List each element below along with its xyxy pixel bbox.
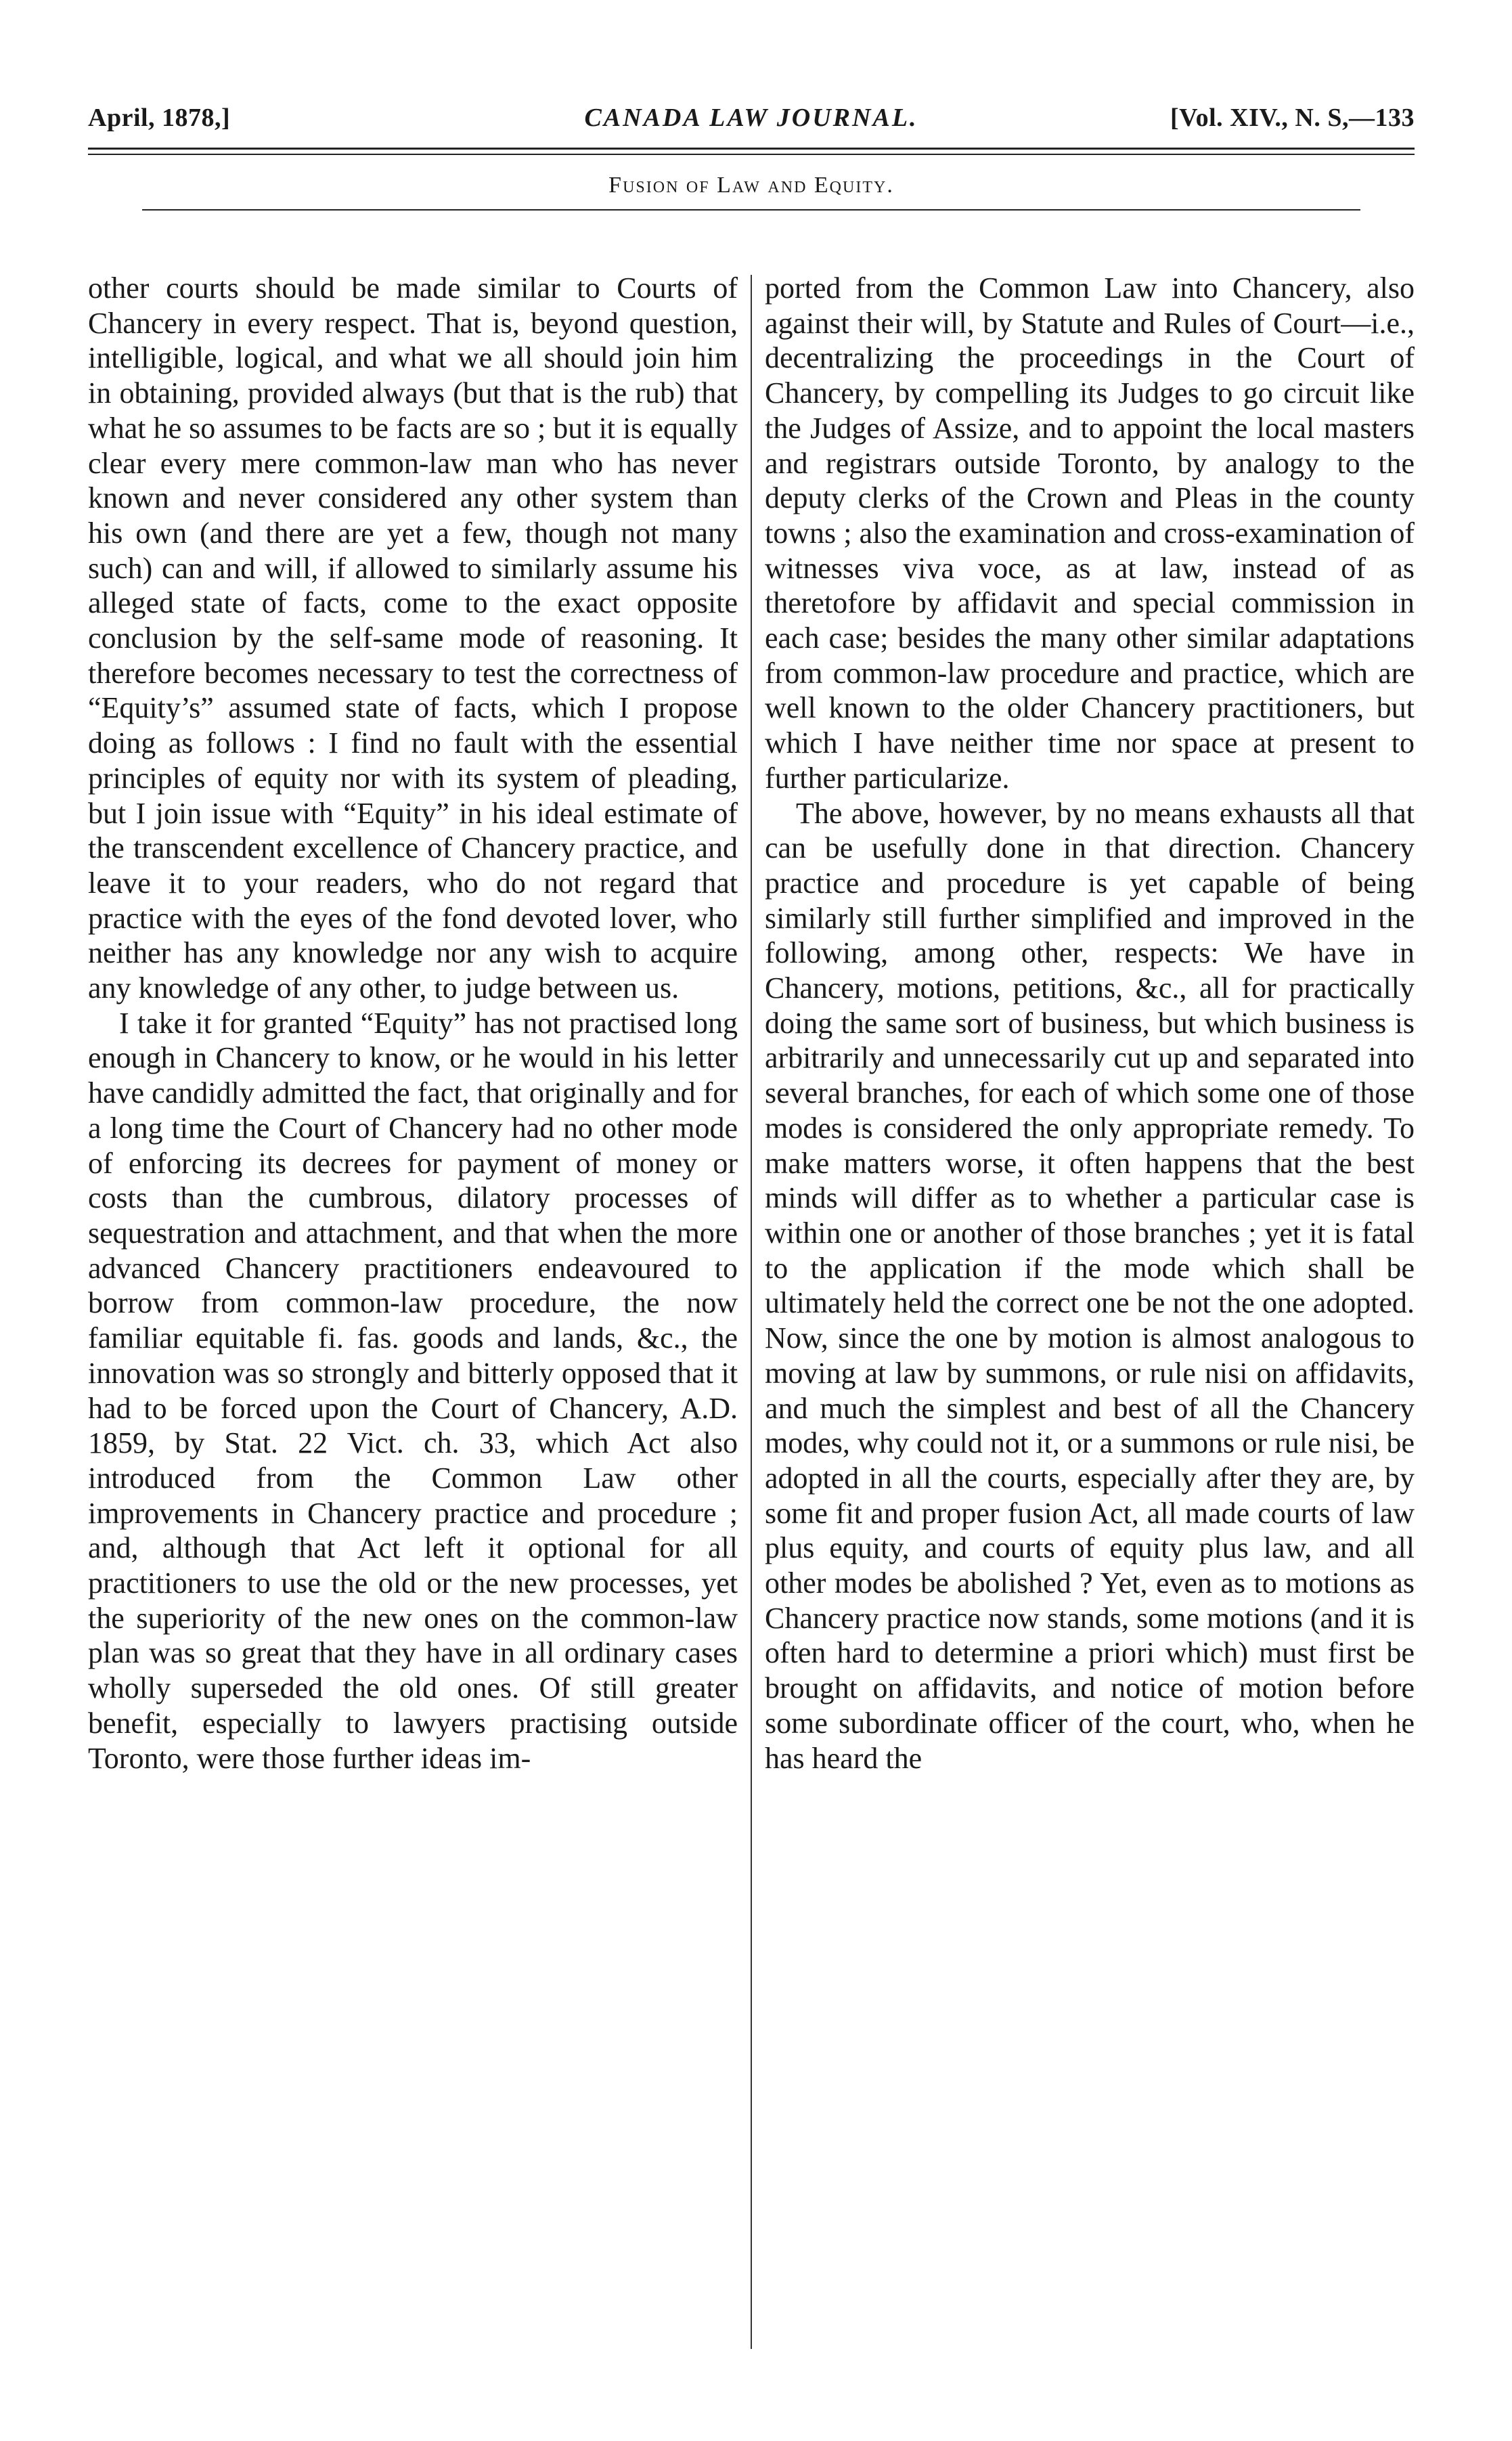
running-head	[81, 95, 1421, 148]
header-date: April, 1878,]	[88, 104, 231, 132]
header-double-rule	[88, 148, 1415, 155]
paragraph: ported from the Common Law into Chancery, also against their will, by Statute and Rules of Court—i.e., decentralizing the proceedings in the Court of Chancery, by compelling its Judges to go circuit like the Judges of Assize, and to appoint the local masters and registrars outside Toronto, by analogy to the deputy clerks of the Crown and Pleas in the county towns ; also the examination and cross-examination of witnesses viva voce, as at law, instead of as theretofore by affidavit and special commission in each case; besides the many other similar adaptations from common-law procedure and practice, which are well known to the older Chancery practitioners, but which I have neither time nor space at present to further particularize.	[765, 271, 1415, 795]
text-columns	[81, 271, 1421, 2376]
left-column	[81, 271, 738, 2376]
paragraph: other courts should be made similar to Courts of Chancery in every respect. That is, beyond question, intelligible, logical, and what we all should join him in obtaining, provided always (but that is the rub) that what he so assumes to be facts are so ; but it is equally clear every mere common-law man who has never known and never considered any other system than his own (and there are yet a few, though not many such) can and will, if allowed to similarly assume his alleged state of facts, come to the exact opposite conclusion by the self-same mode of reasoning. It therefore becomes necessary to test the correctness of “Equity’s” assumed state of facts, which I propose doing as follows : I find no fault with the essential principles of equity nor with its system of pleading, but I join issue with “Equity” in his ideal estimate of the transcendent excellence of Chancery practice, and leave it to your readers, who do not regard that practice with the eyes of the fond devoted lover, who neither has any knowledge nor any wish to acquire any knowledge of any other, to judge between us.	[88, 271, 738, 1005]
journal-page	[81, 95, 1421, 2376]
volume-page-number: [Vol. XIV., N. S,—133	[1170, 104, 1415, 132]
column-divider	[751, 275, 752, 2349]
title-rule	[142, 209, 1360, 211]
paragraph: I take it for granted “Equity” has not practised long enough in Chancery to know, or he would in his letter have candidly admitted the fact, that originally and for a long time the Court of Chancery had no other mode of enforcing its decrees for payment of money or costs than the cumbrous, dilatory processes of sequestration and attachment, and that when the more advanced Chancery practitioners endeavoured to borrow from common-law procedure, the now familiar equitable fi. fas. goods and lands, &c., the innovation was so strongly and bitterly opposed that it had to be forced upon the Court of Chancery, A.D. 1859, by Stat. 22 Vict. ch. 33, which Act also introduced from the Common Law other improvements in Chancery practice and procedure ; and, although that Act left it optional for all practitioners to use the old or the new processes, yet the superiority of the new ones on the common-law plan was so great that they have in all ordinary cases wholly superseded the old ones. Of still greater benefit, especially to lawyers practising outside Toronto, were those further ideas im-	[88, 1006, 738, 1775]
section-title: Fusion of Law and Equity.	[608, 173, 894, 198]
journal-title: CANADA LAW JOURNAL.	[584, 104, 918, 132]
paragraph: The above, however, by no means exhausts all that can be usefully done in that direction. Chancery practice and procedure is yet capable of being similarly still further simplified and improved in the following, among other, respects: We have in Chancery, motions, petitions, &c., all for practically doing the same sort of business, but which business is arbitrarily and unnecessarily cut up and separated into several branches, for each of which some one of those modes is considered the only appropriate remedy. To make matters worse, it often happens that the best minds will differ as to whether a particular case is within one or another of those branches ; yet it is fatal to the application if the mode which shall be ultimately held the correct one be not the one adopted. Now, since the one by motion is almost analogous to moving at law by summons, or rule nisi on affidavits, and much the simplest and best of all the Chancery modes, why could not it, or a summons or rule nisi, be adopted in all the courts, especially after they are, by some fit and proper fusion Act, all made courts of law plus equity, and courts of equity plus law, and all other modes be abolished ? Yet, even as to motions as Chancery practice now stands, some motions (and it is often hard to determine a priori which) must first be brought on affidavits, and notice of motion before some subordinate officer of the court, who, when he has heard the	[765, 796, 1415, 1775]
right-column	[765, 271, 1421, 2376]
